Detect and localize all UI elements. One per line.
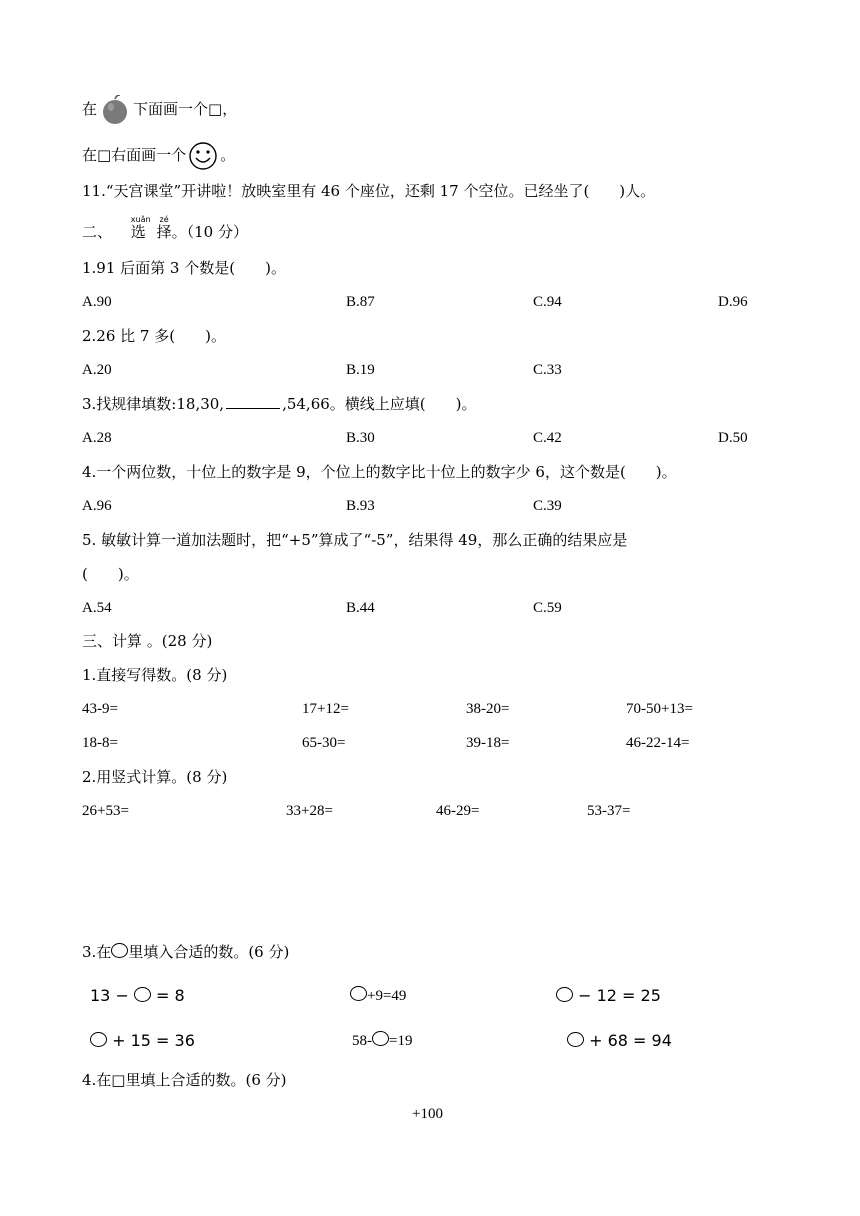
mc-q1-option-d: D.96: [718, 294, 748, 310]
circle-eq-1-left: 13 −: [90, 986, 134, 1005]
mc-q3-option-b: B.30: [346, 430, 375, 446]
calc-1-7: 39-18=: [466, 735, 510, 751]
circle-blank-icon: [567, 1032, 584, 1047]
circle-eq-5: [352, 1031, 412, 1051]
circle-eq-6: [567, 1031, 672, 1051]
calc-part-3-title: [82, 942, 289, 962]
apple-instruction-suffix: 下面画一个□，: [133, 100, 238, 118]
calc-part-3-title-suffix: 里填入合适的数。(6 分): [128, 943, 290, 961]
mc-q4-option-a: A.96: [82, 498, 112, 514]
calc-1-8: 46-22-14=: [626, 735, 690, 751]
circle-blank-icon: [350, 986, 367, 1001]
pinyin-ze: zé: [159, 215, 169, 224]
calc-1-4: 70-50+13=: [626, 701, 693, 717]
smiley-instruction-prefix: 在□右面画一个: [82, 146, 187, 164]
mc-q1-option-b: B.87: [346, 294, 375, 310]
calc-1-5: 18-8=: [82, 735, 118, 751]
calc-part-1-title: 1.直接写得数。(8 分): [82, 666, 228, 684]
vertical-calc-1: 26+53=: [82, 803, 129, 819]
circle-blank-icon: [372, 1031, 389, 1046]
mc-question-5-line-2: ( )。: [82, 565, 139, 583]
mc-q2-option-c: C.33: [533, 362, 562, 378]
circle-eq-6-right: + 68 = 94: [584, 1031, 672, 1050]
circle-blank-icon: [556, 987, 573, 1002]
apple-icon: [101, 95, 129, 125]
calc-part-2-title: 2.用竖式计算。(8 分): [82, 768, 228, 786]
circle-blank-icon: [111, 943, 128, 958]
calc-1-2: 17+12=: [302, 701, 349, 717]
circle-eq-2: [350, 986, 406, 1006]
circle-eq-4-right: + 15 = 36: [107, 1031, 195, 1050]
circle-eq-2-right: +9=49: [367, 988, 407, 1004]
mc-q4-option-b: B.93: [346, 498, 375, 514]
mc-question-5-line-1: 5. 敏敏计算一道加法题时，把“+5”算成了“-5”，结果得 49，那么正确的结果应是: [82, 531, 628, 549]
mc-q1-option-a: A.90: [82, 294, 112, 310]
fill-blank-line: [226, 394, 280, 409]
section-2-heading: [82, 215, 248, 242]
section-2-number: 二、: [82, 223, 113, 241]
circle-eq-1: [90, 986, 185, 1006]
vertical-calc-2: 33+28=: [286, 803, 333, 819]
mc-q3-option-a: A.28: [82, 430, 112, 446]
smiley-instruction: [82, 138, 235, 172]
plus-100-label: +100: [412, 1106, 443, 1122]
apple-instruction: [82, 92, 237, 126]
calc-1-3: 38-20=: [466, 701, 510, 717]
pinyin-xuan: xuǎn: [130, 215, 151, 224]
mc-q2-option-a: A.20: [82, 362, 112, 378]
mc-q5-option-c: C.59: [533, 600, 562, 616]
mc-q3-suffix: ,54,66。横线上应填( )。: [282, 395, 477, 413]
circle-blank-icon: [90, 1032, 107, 1047]
section-2-char-ze: [156, 215, 172, 242]
mc-question-2: 2.26 比 7 多( )。: [82, 327, 226, 345]
apple-instruction-prefix: 在: [82, 100, 98, 118]
question-11: 11.“天宫课堂”开讲啦！放映室里有 46 个座位，还剩 17 个空位。已经坐了( )人。: [82, 182, 656, 200]
calc-1-6: 65-30=: [302, 735, 346, 751]
mc-q3-prefix: 3.找规律填数:18,30,: [82, 395, 225, 413]
mc-q1-option-c: C.94: [533, 294, 562, 310]
circle-eq-4: [90, 1031, 195, 1051]
circle-blank-icon: [134, 987, 151, 1002]
section-3-heading: 三、计算 。(28 分): [82, 632, 213, 650]
mc-q3-option-c: C.42: [533, 430, 562, 446]
mc-q2-option-b: B.19: [346, 362, 375, 378]
calc-part-3-title-prefix: 3.在: [82, 943, 112, 961]
calc-1-1: 43-9=: [82, 701, 118, 717]
section-2-char-xuan: [130, 215, 151, 242]
circle-eq-1-right: = 8: [150, 986, 185, 1005]
mc-q5-option-b: B.44: [346, 600, 375, 616]
smiley-face-icon: [188, 141, 218, 171]
vertical-calc-4: 53-37=: [587, 803, 631, 819]
circle-eq-5-left: 58-: [352, 1033, 372, 1049]
circle-eq-3-right: − 12 = 25: [573, 986, 661, 1005]
mc-q3-option-d: D.50: [718, 430, 748, 446]
smiley-instruction-suffix: 。: [220, 146, 236, 164]
calc-part-4-title: 4.在□里填上合适的数。(6 分): [82, 1071, 287, 1089]
mc-question-4: 4.一个两位数，十位上的数字是 9，个位上的数字比十位上的数字少 6，这个数是( )。: [82, 463, 677, 481]
circle-eq-3: [556, 986, 661, 1006]
mc-question-3: [82, 394, 477, 414]
char-ze: 择: [156, 223, 172, 241]
char-xuan: 选: [130, 223, 146, 241]
vertical-calc-3: 46-29=: [436, 803, 480, 819]
mc-question-1: 1.91 后面第 3 个数是( )。: [82, 259, 286, 277]
circle-eq-5-right: =19: [389, 1033, 413, 1049]
mc-q4-option-c: C.39: [533, 498, 562, 514]
mc-q5-option-a: A.54: [82, 600, 112, 616]
section-2-score: 。（10 分）: [171, 223, 248, 241]
